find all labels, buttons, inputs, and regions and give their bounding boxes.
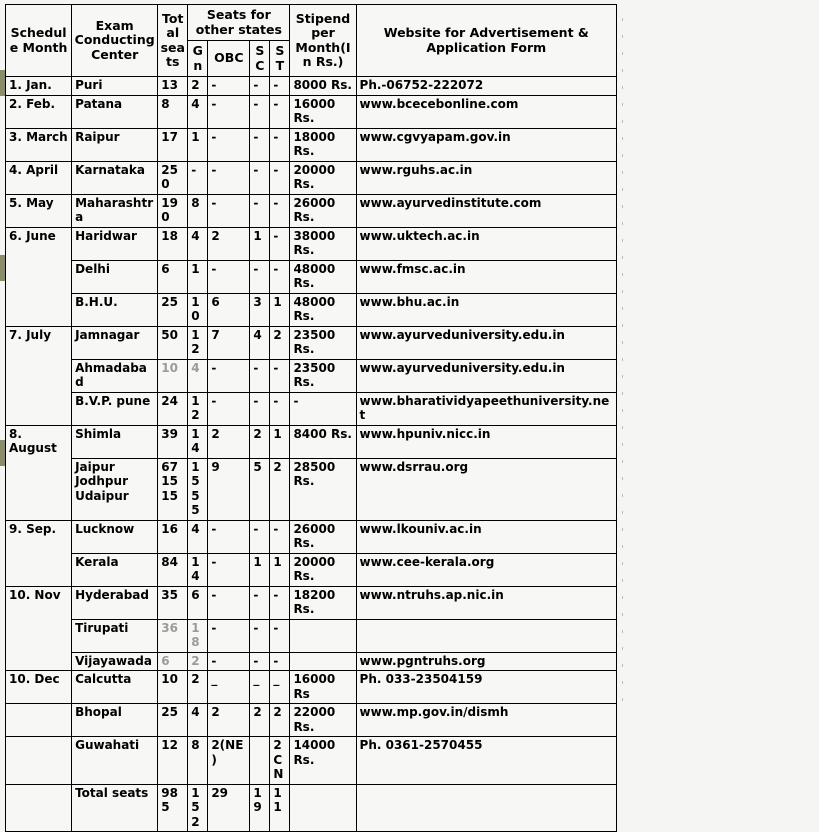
cell-website: www.cee-kerala.org — [356, 553, 616, 586]
cell-seats-obc: - — [208, 77, 250, 96]
cell-seats-gn: 4 — [188, 227, 208, 260]
cell-total-seats: 50 — [158, 326, 188, 359]
cell-total-seats: 35 — [158, 586, 188, 619]
table-row — [6, 619, 617, 652]
cell-seats-st: - — [270, 194, 290, 227]
cell-seats-gn: 10 — [188, 293, 208, 326]
cell-schedule-month-empty — [6, 704, 72, 737]
cell-seats-st: - — [270, 161, 290, 194]
header-row-primary — [6, 5, 617, 41]
cell-seats-st: 2 — [270, 326, 290, 359]
cell-seats-sc: 3 — [250, 293, 270, 326]
cell-seats-st: - — [270, 260, 290, 293]
cell-seats-gn: 2 — [188, 652, 208, 671]
table-row — [6, 194, 617, 227]
cell-stipend: 26000 Rs. — [290, 520, 356, 553]
cell-website: Ph. 033-23504159 — [356, 671, 616, 704]
table-row — [6, 553, 617, 586]
cell-seats-obc: 2(NE) — [208, 737, 250, 785]
cell-exam-center: Haridwar — [72, 227, 158, 260]
header-exam-center: Exam Conducting Center — [72, 5, 158, 77]
cell-total-seats: 985 — [158, 784, 188, 832]
cell-seats-gn: 4 — [188, 359, 208, 392]
cell-seats-gn: 1 — [188, 128, 208, 161]
cell-seats-sc — [250, 737, 270, 785]
cell-seats-obc: - — [208, 161, 250, 194]
cell-exam-center: Ahmadabad — [72, 359, 158, 392]
cell-website: www.hpuniv.nicc.in — [356, 425, 616, 458]
cell-exam-center: Bhopal — [72, 704, 158, 737]
cell-stipend: 23500 Rs. — [290, 359, 356, 392]
cell-seats-gn: 152 — [188, 784, 208, 832]
cell-schedule-month: 2. Feb. — [6, 95, 72, 128]
cell-seats-sc: - — [250, 77, 270, 96]
header-schedule-month: Schedule Month — [6, 5, 72, 77]
cell-seats-obc: - — [208, 392, 250, 425]
cell-seats-st: - — [270, 77, 290, 96]
cell-exam-center: Hyderabad — [72, 586, 158, 619]
cell-schedule-month: 10. Dec — [6, 671, 72, 704]
cell-exam-center: Raipur — [72, 128, 158, 161]
cell-exam-center: B.V.P. pune — [72, 392, 158, 425]
cell-seats-obc: - — [208, 194, 250, 227]
cell-seats-obc: 29 — [208, 784, 250, 832]
table-row — [6, 95, 617, 128]
cell-website: www.ayurveduniversity.edu.in — [356, 326, 616, 359]
cell-seats-obc: 2 — [208, 704, 250, 737]
cell-stipend: 26000 Rs. — [290, 194, 356, 227]
cell-website: www.lkouniv.ac.in — [356, 520, 616, 553]
cell-seats-gn: 2 — [188, 671, 208, 704]
cell-seats-st: - — [270, 392, 290, 425]
cell-exam-center: Total seats — [72, 784, 158, 832]
cell-total-seats: 17 — [158, 128, 188, 161]
table-row — [6, 458, 617, 520]
cell-seats-obc: - — [208, 520, 250, 553]
cell-schedule-month-empty — [6, 784, 72, 832]
cell-seats-gn: 12 — [188, 392, 208, 425]
table-row — [6, 260, 617, 293]
cell-seats-sc: 1 — [250, 553, 270, 586]
cell-seats-sc: - — [250, 586, 270, 619]
cell-schedule-month: 9. Sep. — [6, 520, 72, 586]
cell-seats-sc: - — [250, 520, 270, 553]
cell-website: Ph. 0361-2570455 — [356, 737, 616, 785]
cell-seats-gn: 8 — [188, 737, 208, 785]
cell-website — [356, 784, 616, 832]
cell-website: www.bhu.ac.in — [356, 293, 616, 326]
cell-seats-obc: - — [208, 95, 250, 128]
cell-stipend: 20000 Rs. — [290, 553, 356, 586]
cell-seats-sc: 1 — [250, 227, 270, 260]
cell-stipend — [290, 619, 356, 652]
header-stipend: Stipend per Month(In Rs.) — [290, 5, 356, 77]
cell-seats-st: - — [270, 359, 290, 392]
cell-exam-center: Tirupati — [72, 619, 158, 652]
cell-website: www.pgntruhs.org — [356, 652, 616, 671]
cell-total-seats: 25 — [158, 704, 188, 737]
table-row — [6, 359, 617, 392]
table-row — [6, 227, 617, 260]
cell-exam-center: Vijayawada — [72, 652, 158, 671]
cell-seats-sc: 2 — [250, 425, 270, 458]
cell-website — [356, 619, 616, 652]
cell-seats-gn: 15 5 5 — [188, 458, 208, 520]
cell-seats-st: - — [270, 128, 290, 161]
cell-exam-center: Calcutta — [72, 671, 158, 704]
cell-seats-st: - — [270, 586, 290, 619]
cell-seats-gn: 14 — [188, 425, 208, 458]
cell-schedule-month: 6. June — [6, 227, 72, 326]
cell-total-seats: 10 — [158, 359, 188, 392]
cell-seats-st: 2 — [270, 458, 290, 520]
cell-total-seats: 24 — [158, 392, 188, 425]
cell-total-seats: 6 — [158, 260, 188, 293]
cell-schedule-month: 4. April — [6, 161, 72, 194]
cell-website: www.fmsc.ac.in — [356, 260, 616, 293]
cell-schedule-month: 1. Jan. — [6, 77, 72, 96]
cell-total-seats: 84 — [158, 553, 188, 586]
cell-seats-st: 1 — [270, 293, 290, 326]
cell-seats-gn: 12 — [188, 326, 208, 359]
cell-seats-st: - — [270, 227, 290, 260]
exam-schedule-table — [5, 4, 617, 832]
cell-seats-obc: 2 — [208, 227, 250, 260]
cell-seats-gn: 4 — [188, 95, 208, 128]
cell-exam-center: Jamnagar — [72, 326, 158, 359]
table-body — [6, 77, 617, 832]
cell-stipend: 28500 Rs. — [290, 458, 356, 520]
cell-schedule-month: 3. March — [6, 128, 72, 161]
cell-seats-gn: 4 — [188, 704, 208, 737]
cell-seats-obc: - — [208, 359, 250, 392]
cell-seats-st: 1 — [270, 553, 290, 586]
cell-stipend: 38000 Rs. — [290, 227, 356, 260]
cell-schedule-month: 5. May — [6, 194, 72, 227]
cell-seats-gn: 6 — [188, 586, 208, 619]
cell-total-seats: 25 — [158, 293, 188, 326]
header-sc: SC — [250, 41, 270, 77]
cell-seats-gn: 8 — [188, 194, 208, 227]
table-row — [6, 425, 617, 458]
cell-exam-center: Maharashtra — [72, 194, 158, 227]
table-row — [6, 161, 617, 194]
cell-total-seats: 190 — [158, 194, 188, 227]
cell-seats-obc: - — [208, 652, 250, 671]
table-row — [6, 77, 617, 96]
cell-website: www.ntruhs.ap.nic.in — [356, 586, 616, 619]
cell-total-seats: 12 — [158, 737, 188, 785]
cell-seats-sc: - — [250, 128, 270, 161]
cell-total-seats: 67 15 15 — [158, 458, 188, 520]
cell-seats-sc: - — [250, 95, 270, 128]
cell-website: Ph.-06752-222072 — [356, 77, 616, 96]
cell-seats-st: - — [270, 619, 290, 652]
cell-stipend: 18200 Rs. — [290, 586, 356, 619]
table-row — [6, 586, 617, 619]
cell-website: www.ayurvedinstitute.com — [356, 194, 616, 227]
cell-seats-obc: - — [208, 260, 250, 293]
cell-seats-sc: - — [250, 194, 270, 227]
cell-exam-center: Patana — [72, 95, 158, 128]
table-header — [6, 5, 617, 77]
cell-seats-st: 11 — [270, 784, 290, 832]
cell-seats-st: 1 — [270, 425, 290, 458]
table-row — [6, 784, 617, 832]
cell-stipend — [290, 652, 356, 671]
cell-seats-obc: - — [208, 553, 250, 586]
cell-exam-center: Guwahati — [72, 737, 158, 785]
cell-seats-sc: - — [250, 359, 270, 392]
cell-seats-gn: 4 — [188, 520, 208, 553]
cell-stipend: - — [290, 392, 356, 425]
cell-website: www.dsrrau.org — [356, 458, 616, 520]
cell-total-seats: 250 — [158, 161, 188, 194]
cell-stipend: 16000 Rs. — [290, 95, 356, 128]
cell-stipend: 14000 Rs. — [290, 737, 356, 785]
cell-schedule-month-empty — [6, 737, 72, 785]
cell-seats-gn: - — [188, 161, 208, 194]
table-row — [6, 326, 617, 359]
cell-seats-sc: - — [250, 161, 270, 194]
cell-seats-obc: - — [208, 586, 250, 619]
header-obc: OBC — [208, 41, 250, 77]
cell-exam-center: Delhi — [72, 260, 158, 293]
cell-total-seats: 16 — [158, 520, 188, 553]
cell-stipend: 20000 Rs. — [290, 161, 356, 194]
cell-website: www.ayurveduniversity.edu.in — [356, 359, 616, 392]
table-row — [6, 128, 617, 161]
cell-stipend: 16000 Rs — [290, 671, 356, 704]
table-row — [6, 293, 617, 326]
table-row — [6, 392, 617, 425]
cell-stipend: 48000 Rs. — [290, 260, 356, 293]
cell-seats-sc: - — [250, 652, 270, 671]
cell-stipend: 48000 Rs. — [290, 293, 356, 326]
cell-seats-sc: 19 — [250, 784, 270, 832]
cell-seats-st: _ — [270, 671, 290, 704]
table-row — [6, 704, 617, 737]
cell-total-seats: 13 — [158, 77, 188, 96]
cell-website: www.rguhs.ac.in — [356, 161, 616, 194]
cell-total-seats: 8 — [158, 95, 188, 128]
cell-total-seats: 39 — [158, 425, 188, 458]
cell-website: www.uktech.ac.in — [356, 227, 616, 260]
header-seats-other-states: Seats for other states — [188, 5, 290, 41]
cell-total-seats: 6 — [158, 652, 188, 671]
table-row — [6, 737, 617, 785]
cell-seats-obc: 9 — [208, 458, 250, 520]
page-edge-artifact — [622, 18, 623, 708]
header-website: Website for Advertisement & Application Form — [356, 5, 616, 77]
cell-total-seats: 10 — [158, 671, 188, 704]
cell-total-seats: 18 — [158, 227, 188, 260]
cell-stipend — [290, 784, 356, 832]
table-row — [6, 520, 617, 553]
cell-website: www.mp.gov.in/dismh — [356, 704, 616, 737]
cell-exam-center: Puri — [72, 77, 158, 96]
cell-exam-center: Karnataka — [72, 161, 158, 194]
cell-schedule-month: 7. July — [6, 326, 72, 425]
cell-exam-center: Kerala — [72, 553, 158, 586]
cell-seats-sc: - — [250, 392, 270, 425]
cell-exam-center: Shimla — [72, 425, 158, 458]
cell-seats-st: - — [270, 520, 290, 553]
cell-seats-st: - — [270, 95, 290, 128]
header-gn: Gn — [188, 41, 208, 77]
cell-seats-obc: _ — [208, 671, 250, 704]
header-total-seats: Total seats — [158, 5, 188, 77]
cell-website: www.bcecebonline.com — [356, 95, 616, 128]
cell-website: www.bharatividyapeethuniversity.net — [356, 392, 616, 425]
cell-seats-st: 2 CN — [270, 737, 290, 785]
cell-seats-sc: - — [250, 260, 270, 293]
cell-seats-gn: 1 — [188, 260, 208, 293]
cell-seats-obc: - — [208, 128, 250, 161]
cell-seats-gn: 14 — [188, 553, 208, 586]
table-row — [6, 671, 617, 704]
cell-seats-st: 2 — [270, 704, 290, 737]
cell-seats-st: - — [270, 652, 290, 671]
cell-stipend: 8400 Rs. — [290, 425, 356, 458]
cell-exam-center: B.H.U. — [72, 293, 158, 326]
cell-schedule-month: 8. August — [6, 425, 72, 520]
cell-seats-sc: - — [250, 619, 270, 652]
cell-schedule-month: 10. Nov — [6, 586, 72, 671]
cell-seats-obc: 6 — [208, 293, 250, 326]
cell-seats-sc: 5 — [250, 458, 270, 520]
cell-stipend: 18000 Rs. — [290, 128, 356, 161]
cell-seats-obc: 2 — [208, 425, 250, 458]
table-row — [6, 652, 617, 671]
cell-seats-sc: 2 — [250, 704, 270, 737]
cell-website: www.cgvyapam.gov.in — [356, 128, 616, 161]
cell-stipend: 8000 Rs. — [290, 77, 356, 96]
cell-stipend: 23500 Rs. — [290, 326, 356, 359]
cell-total-seats: 36 — [158, 619, 188, 652]
header-st: ST — [270, 41, 290, 77]
cell-stipend: 22000 Rs. — [290, 704, 356, 737]
cell-seats-obc: - — [208, 619, 250, 652]
cell-seats-gn: 18 — [188, 619, 208, 652]
cell-seats-gn: 2 — [188, 77, 208, 96]
cell-seats-obc: 7 — [208, 326, 250, 359]
cell-exam-center: Jaipur Jodhpur Udaipur — [72, 458, 158, 520]
cell-seats-sc: 4 — [250, 326, 270, 359]
cell-seats-sc: _ — [250, 671, 270, 704]
cell-exam-center: Lucknow — [72, 520, 158, 553]
